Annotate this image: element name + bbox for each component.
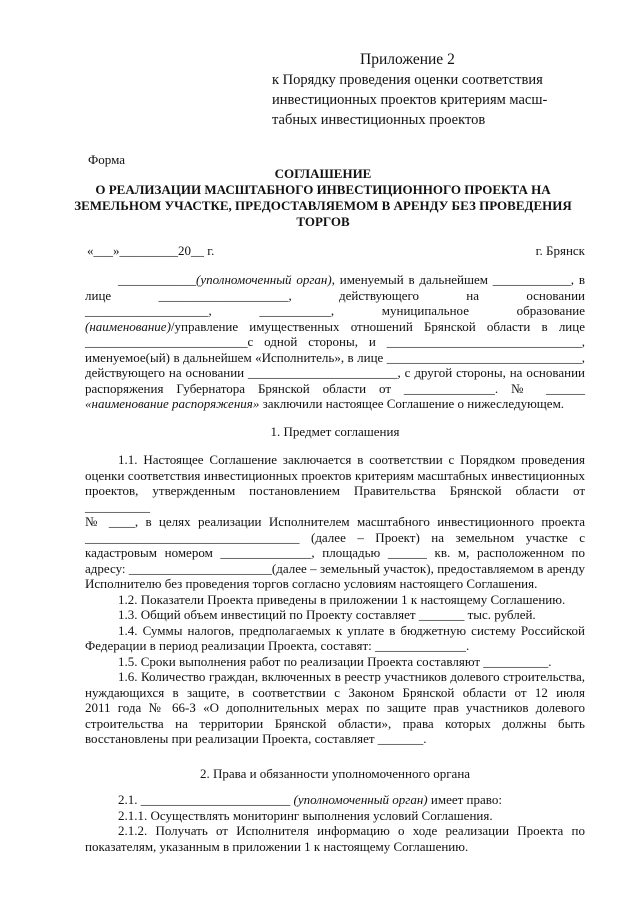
section-1-body: [85, 452, 585, 747]
paragraph-line: 1.1. Настоящее Соглашение заключается в соответствии с Порядком проведения: [118, 452, 585, 467]
paragraph-line: № ____, в целях реализации Исполнителем масштабного инвестиционного проекта: [85, 514, 585, 529]
preamble-line: _________________________с одной стороны, и ______________________________,: [85, 334, 585, 349]
paragraph-line: 2.1.1. Осуществлять мониторинг выполнения условий Соглашения.: [118, 807, 493, 823]
preamble-line: ____________(уполномоченный орган), именуемый в дальнейшем ____________, в: [118, 272, 585, 287]
appendix-line: инвестиционных проектов критериям масш-: [272, 92, 548, 108]
title-line: О РЕАЛИЗАЦИИ МАСШТАБНОГО ИНВЕСТИЦИОННОГО ПРОЕКТА НА: [95, 182, 551, 197]
appendix-line: табных инвестиционных проектов: [272, 112, 486, 128]
preamble-line: лице ____________________, действующего на основании: [85, 287, 585, 303]
paragraph-line: нуждающихся в защите, в соответствии с Законом Брянской области от 12 июля: [85, 684, 585, 700]
preamble-line: действующего на основании _______________________, с другой стороны, на основании: [85, 365, 585, 380]
paragraph-line: 2.1.2. Получать от Исполнителя информацию о ходе реализации Проекта по: [118, 823, 585, 838]
paragraph-line: 2011 года № 66-З «О дополнительных мерах по защите прав участников долевого: [85, 700, 585, 715]
title-line: СОГЛАШЕНИЕ: [274, 166, 372, 181]
paragraph-line: 2.1. _______________________ (уполномоченный орган) имеет право:: [118, 792, 502, 807]
paragraph-line: 1.4. Суммы налогов, предполагаемых к уплате в бюджетную систему Российской: [118, 622, 585, 638]
date-line: «___»_________20__ г.: [87, 243, 215, 258]
paragraph-line: Исполнителю без проведения торгов согласно условиям настоящего Соглашения.: [85, 576, 538, 591]
title-line: ТОРГОВ: [296, 214, 350, 229]
paragraph-line: 1.3. Общий объем инвестиций по Проекту составляет _______ тыс. рублей.: [118, 607, 536, 622]
appendix-heading: Приложение 2: [360, 51, 455, 68]
preamble: [85, 272, 585, 412]
section-heading-2: 2. Права и обязанности уполномоченного органа: [199, 766, 471, 781]
paragraph-line: проектов, утвержденным постановлением Правительства Брянской области от __________: [85, 483, 585, 514]
preamble-line: (наименование)/управление имущественных отношений Брянской области в лице: [85, 318, 585, 334]
preamble-line: именуемое(ый) в дальнейшем «Исполнитель», в лице ______________________________,: [85, 349, 585, 365]
preamble-line: ___________________, ___________, муниципальное образование: [85, 303, 585, 318]
appendix-line: к Порядку проведения оценки соответствия: [272, 72, 543, 88]
title-line: ЗЕМЕЛЬНОМ УЧАСТКЕ, ПРЕДОСТАВЛЯЕМОМ В АРЕНДУ БЕЗ ПРОВЕДЕНИЯ: [74, 198, 572, 213]
preamble-line: распоряжения Губернатора Брянской области от ______________. № ______: [85, 380, 585, 396]
paragraph-line: кадастровым номером ______________, площадью ______ кв. м, расположенном по: [85, 545, 585, 560]
paragraph-line: показателям, указанным в приложении 1 к настоящему Соглашению.: [85, 838, 469, 854]
city: г. Брянск: [535, 243, 585, 258]
document-title: [70, 166, 576, 230]
appendix-block: [272, 50, 612, 130]
paragraph-line: _________________________________ (далее – Проект) на земельном участке с: [85, 529, 585, 545]
paragraph-line: строительства на территории Брянской области», права которых должны быть: [85, 715, 585, 731]
paragraph-line: 1.2. Показатели Проекта приведены в приложении 1 к настоящему Соглашению.: [118, 591, 566, 607]
section-2-body: [85, 792, 585, 854]
paragraph-line: 1.6. Количество граждан, включенных в реестр участников долевого строительства,: [118, 669, 585, 684]
section-heading-1: 1. Предмет соглашения: [270, 424, 400, 439]
paragraph-line: Федерации в период реализации Проекта, составят: ______________.: [85, 638, 470, 653]
paragraph-line: 1.5. Сроки выполнения работ по реализации Проекта составляют __________.: [118, 653, 552, 669]
preamble-line: «наименование распоряжения» заключили настоящее Соглашение о нижеследующем.: [85, 396, 565, 411]
paragraph-line: оценки соответствия инвестиционных проектов критериям масштабных инвестиционных: [85, 467, 585, 483]
paragraph-line: восстановлены при реализации Проекта, составляет _______.: [85, 731, 427, 746]
paragraph-line: адресу: ______________________(далее – земельный участок), предоставляемом в аренду: [85, 560, 585, 576]
form-label: Форма: [88, 152, 125, 167]
